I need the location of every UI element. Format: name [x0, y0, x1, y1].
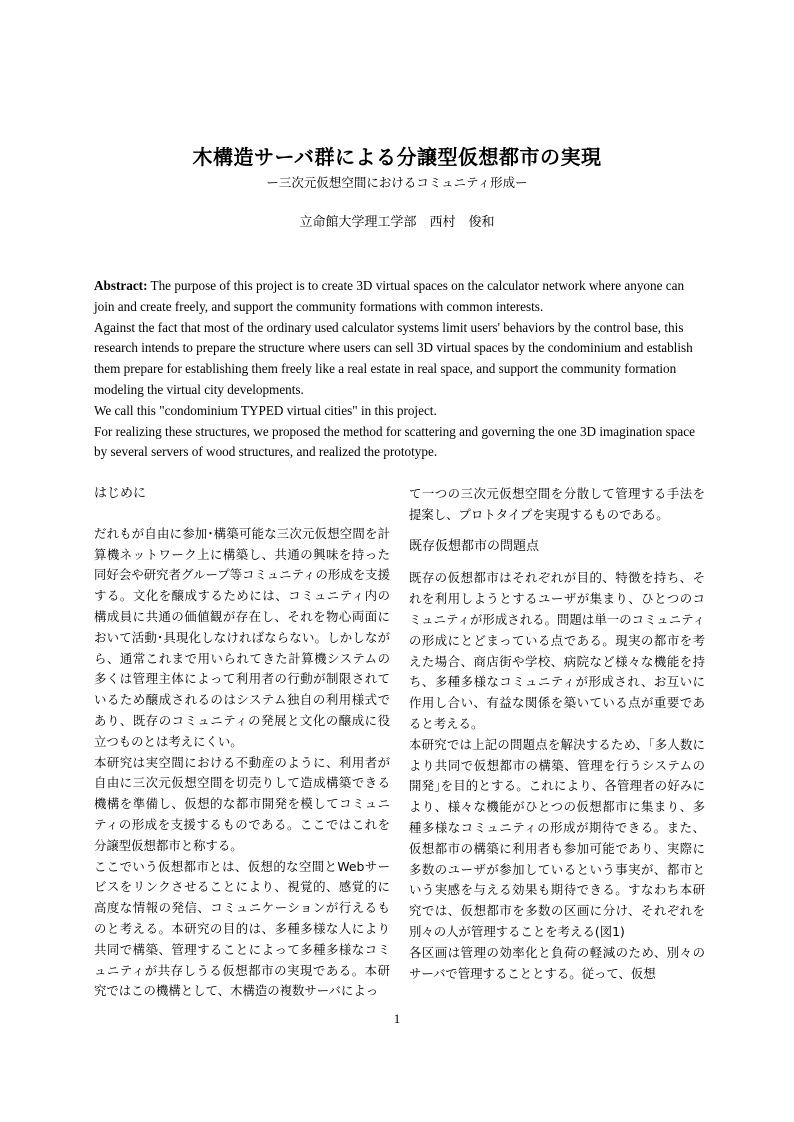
- left-column: [94, 484, 390, 1002]
- right-column: [409, 484, 705, 984]
- body-paragraph: 本研究は実空間における不動産のように、利用者が自由に三次元仮想空間を切売りして造成構築できる機構を準備し、仮想的な都市開発を模してコミュニティの形成を支援するものである。ここではこれを分譲型仮想都市と称する。: [94, 754, 390, 853]
- body-paragraph: ここでいう仮想都市とは、仮想的な空間とWebサービスをリンクさせることにより、視覚的、感覚的に高度な情報の発信、コミュニケーションが行えるものと考える。本研究の目的は、多種多様な人により共同で構築、管理することによって多種多様なコミュニティが共存しうる仮想都市の実現である。本研究ではこの機構として、木構造の複数サーバによっ: [94, 858, 390, 999]
- author-affiliation: 立命館大学理工学部 西村 俊和: [299, 215, 495, 230]
- body-paragraph-continued: て一つの三次元仮想空間を分散して管理する手法を提案し、プロトタイプを実現するものである。: [409, 486, 705, 522]
- section-heading-problems: 既存仮想都市の問題点: [409, 538, 540, 554]
- section-heading-introduction: はじめに: [94, 486, 147, 501]
- abstract-label: Abstract:: [94, 278, 148, 293]
- body-paragraph: だれもが自由に参加･構築可能な三次元仮想空間を計算機ネットワーク上に構築し、共通の興味を持った同好会や研究者グループ等コミュニティの形成を支援する。文化を醸成するためには、コミュニティ内の構成員に共通の価値観が存在し、それを物心両面において活動･具現化しなければならない。しかしながら、通常これまで用いられてきた計算機システムの多くは管理主体によって利用者の行動が制限されているため醸成されるのはシステム独自の利用様式であり、既存のコミュニティの発展と文化の醸成に役立つものとは考えにくい。: [94, 525, 390, 749]
- abstract-block: [94, 276, 706, 463]
- paper-subtitle: ー三次元仮想空間におけるコミュニティ形成ー: [266, 175, 528, 190]
- spacer: [94, 505, 390, 524]
- abstract-paragraph: We call this "condominium TYPED virtual cities" in this project.: [94, 402, 437, 418]
- spacer: [409, 526, 705, 537]
- abstract-paragraph: For realizing these structures, we proposed the method for scattering and governing the one 3D imagination space by several servers of wood structures, and realized the prototype.: [94, 423, 695, 460]
- body-paragraph: 既存の仮想都市はそれぞれが目的、特徴を持ち、それを利用しようとするユーザが集まり、ひとつのコミュニティが形成される。問題は単一のコミュニティの形成にとどまっている点である。現実の都市を考えた場合、商店街や学校、病院など様々な機能を持ち、多種多様なコミュニティが形成され、お互いに作用し合い、有益な関係を築いている点が重要であると考える。: [409, 570, 705, 731]
- spacer: [409, 557, 705, 568]
- body-paragraph: 各区画は管理の効率化と負荷の軽減のため、別々のサーバで管理することとする。従って、仮想: [409, 944, 705, 981]
- abstract-text: The purpose of this project is to create 3D virtual spaces on the calculator network where anyone can join and create freely, and support the community formations with common interests.: [94, 278, 685, 314]
- abstract-paragraph: Against the fact that most of the ordinary used calculator systems limit users' behaviors by the control base, this research intends to prepare the structure where users can sell 3D virtual spaces by the condominium and establish them prepare for establishing them freely like a real estate in real space, and support the community formation modeling the virtual city developments.: [94, 319, 693, 397]
- paper-title: 木構造サーバ群による分譲型仮想都市の実現: [192, 145, 602, 169]
- abstract-paragraph: [94, 276, 706, 318]
- page-number: 1: [393, 1011, 401, 1026]
- body-paragraph: 本研究では上記の問題点を解決するため、｢多人数により共同で仮想都市の構築、管理を行うシステムの開発｣を目的とする。これにより、各管理者の好みにより、様々な機能がひとつの仮想都市に集まり、多種多様なコミュニティの形成が期待できる。また、仮想都市の構築に利用者も参加可能であり、実際に多数のユーザが参加しているという事実が、都市という実感を与える効果も期待できる。すなわち本研究では、仮想都市を多数の区画に分け、それぞれを別々の人が管理することを考える(図1): [409, 736, 705, 939]
